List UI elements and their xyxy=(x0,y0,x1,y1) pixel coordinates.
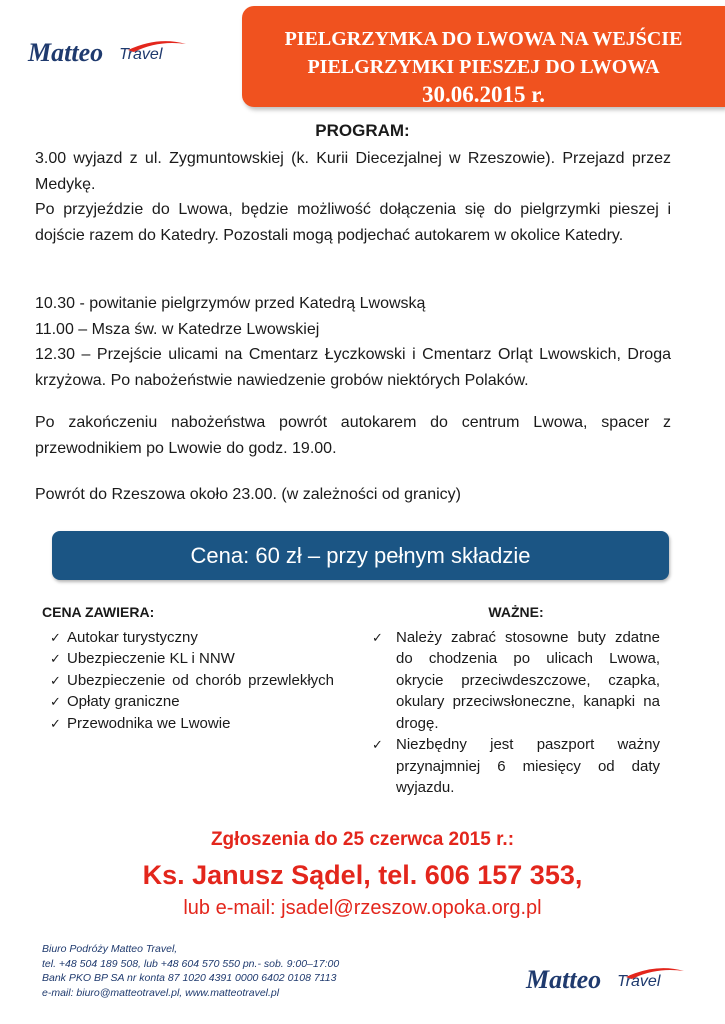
list-item: ✓ Opłaty graniczne xyxy=(42,691,334,713)
list-item: ✓ Należy zabrać stosowne buty zdatne do chodzenia po ulicach Lwowa, okrycie przeciwdeszczowe, czapka, okulary przeciwsłoneczne, kanapki na drogę. xyxy=(372,628,660,732)
checkmark-icon: ✓ xyxy=(372,629,383,645)
signup-contact-name: Ks. Janusz Sądel, tel. 606 157 353, xyxy=(142,860,583,890)
price-includes-list xyxy=(42,627,334,735)
checkmark-icon: ✓ xyxy=(372,737,383,752)
logo-name: Matteo xyxy=(28,38,104,67)
important-list xyxy=(372,627,660,799)
program-paragraph-departure: 3.00 wyjazd z ul. Zygmuntowskiej (k. Kurii Diecezjalnej w Rzeszowie). Przejazd przez Medykę. xyxy=(35,150,671,193)
title-line-2: PIELGRZYMKI PIESZEJ DO LWOWA xyxy=(307,56,660,78)
schedule-item: 10.30 - powitanie pielgrzymów przed Katedrą Lwowską xyxy=(35,295,426,312)
matteo-travel-logo xyxy=(28,28,188,68)
price-includes-heading: CENA ZAWIERA: xyxy=(42,604,155,620)
list-item: ✓ Autokar turystyczny xyxy=(42,627,334,649)
logo-swoosh-icon xyxy=(128,36,188,56)
title-line-1: PIELGRZYMKA DO LWOWA NA WEJŚCIE xyxy=(284,28,683,50)
checkmark-icon: ✓ xyxy=(50,694,61,709)
checkmark-icon: ✓ xyxy=(50,715,61,731)
signup-email[interactable]: lub e-mail: jsadel@rzeszow.opoka.org.pl xyxy=(183,897,542,919)
logo-name: Matteo xyxy=(526,965,602,994)
logo-sub: Travel xyxy=(617,973,661,990)
important-heading: WAŻNE: xyxy=(488,604,544,620)
program-schedule xyxy=(35,291,671,393)
program-paragraph-arrival: Po przyjeździe do Lwowa, będzie możliwość dołączenia się do pielgrzymki pieszej i dojście razem do Katedry. Pozostali mogą podjechać autokarem w okolice Katedry. xyxy=(35,201,671,244)
matteo-travel-logo-footer xyxy=(526,955,696,995)
footer-line: Bank PKO BP SA nr konta 87 1020 4391 0000 6402 0108 7113 xyxy=(42,972,337,984)
signup-deadline: Zgłoszenia do 25 czerwca 2015 r.: xyxy=(210,829,515,850)
title-banner xyxy=(242,6,725,107)
program-heading-text: PROGRAM: xyxy=(315,121,410,140)
list-item: ✓ Ubezpieczenie od chorób przewlekłych xyxy=(42,670,334,692)
list-item: ✓ Przewodnika we Lwowie xyxy=(42,713,334,735)
program-heading xyxy=(0,121,725,141)
schedule-item: 12.30 – Przejście ulicami na Cmentarz Łyczkowski i Cmentarz Orląt Lwowskich, Droga krzyżowa. Po nabożeństwie nawiedzenie grobów niektórych Polaków. xyxy=(35,346,671,389)
program-paragraph-return-city: Po zakończeniu nabożeństwa powrót autokarem do centrum Lwowa, spacer z przewodnikiem po Lwowie do godz. 19.00. xyxy=(35,414,671,457)
checkmark-icon: ✓ xyxy=(50,629,61,645)
price-includes-section xyxy=(42,602,334,734)
schedule-item: 11.00 – Msza św. w Katedrze Lwowskiej xyxy=(35,320,320,338)
list-item: ✓ Niezbędny jest paszport ważny przynajmniej 6 miesięcy od daty wyjazdu. xyxy=(372,736,660,796)
checkmark-icon: ✓ xyxy=(50,672,61,688)
title-date: 30.06.2015 r. xyxy=(421,82,546,107)
footer-line[interactable]: e-mail: biuro@matteotravel.pl, www.matteotravel.pl xyxy=(42,986,280,999)
price-banner: Cena: 60 zł – przy pełnym składzie xyxy=(52,531,669,580)
program-paragraph-return-home: Powrót do Rzeszowa około 23.00. (w zależności od granicy) xyxy=(35,486,461,503)
logo-sub: Travel xyxy=(119,46,163,63)
footer-line: tel. +48 504 189 508, lub +48 604 570 550 pn.- sob. 9:00–17:00 xyxy=(42,957,340,970)
checkmark-icon: ✓ xyxy=(50,651,61,666)
list-item: ✓ Ubezpieczenie KL i NNW xyxy=(42,648,334,670)
logo-swoosh-icon xyxy=(626,963,686,983)
important-section xyxy=(372,602,660,799)
footer-contact xyxy=(42,942,339,1000)
footer-line: Biuro Podróży Matteo Travel, xyxy=(42,943,178,955)
